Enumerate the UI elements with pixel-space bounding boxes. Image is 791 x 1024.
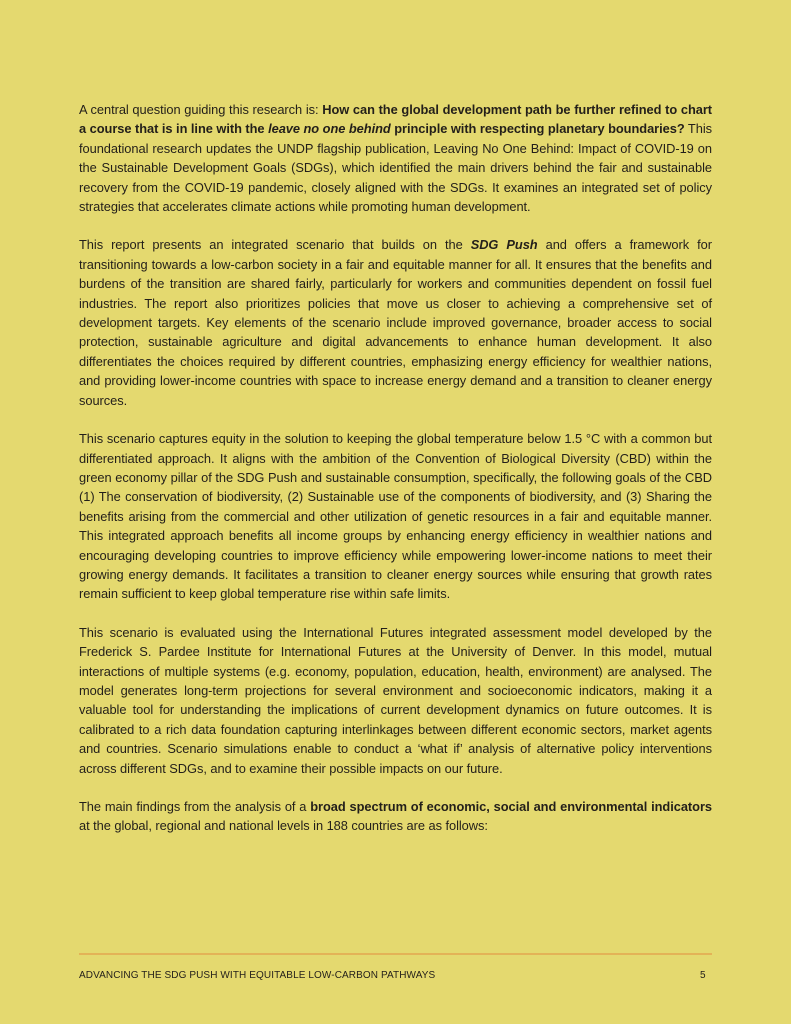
footer-title: ADVANCING THE SDG PUSH WITH EQUITABLE LOW-CARBON PATHWAYS <box>79 970 436 981</box>
paragraph-model <box>79 623 712 778</box>
paragraph-equity <box>79 429 712 604</box>
text-run: This scenario is evaluated using the International Futures integrated assessment model developed by the Frederick S. Pardee Institute for International Futures at the University of Denver. In this model, mutual interactions of multiple systems (e.g. economy, population, education, health, environment) are analysed. The model generates long-term projections for several environment and socioeconomic indicators, making it a valuable tool for understanding the implications of current development dynamics on future outcomes. It is calibrated to a rich data foundation capturing interlinkages between different economic sectors, market agents and countries. Scenario simulations enable to conduct a ‘what if’ analysis of alternative policy interventions across different SDGs, and to examine their possible impacts on our future. <box>79 624 712 776</box>
text-run: and offers a framework for transitioning towards a low-carbon society in a fair and equitable manner for all. It ensures that the benefits and burdens of the transition are shared fairly, particularly for workers and communities dependent on fossil fuel industries. The report also prioritizes policies that move us closer to achieving a comprehensive set of development targets. Key elements of the scenario include improved governance, broader access to social protection, sustainable agriculture and digital advancements to enhance human development. It also differentiates the choices required by different countries, emphasizing energy efficiency for wealthier nations, and providing lower-income countries with space to increase energy demand and a transition to cleaner energy sources. <box>79 237 712 408</box>
text-run: A central question guiding this research is: <box>79 102 323 117</box>
footer-divider <box>79 953 712 955</box>
text-run: The main findings from the analysis of a <box>79 799 311 814</box>
text-run: How can the global development path be further refined to chart a course that is in line with the <box>79 102 713 137</box>
text-run: This report presents an integrated scenario that builds on the <box>79 237 471 253</box>
page-number: 5 <box>700 970 706 981</box>
text-run: leave no one behind <box>268 121 391 137</box>
paragraph-main-findings <box>79 797 712 836</box>
page-body <box>79 100 712 855</box>
text-run: broad spectrum of economic, social and environmental indicators <box>310 799 712 814</box>
paragraph-research-question <box>79 100 712 216</box>
text-run: at the global, regional and national levels in 188 countries are as follows: <box>79 818 488 834</box>
text-run: SDG Push <box>470 237 538 253</box>
text-run: This scenario captures equity in the solution to keeping the global temperature below 1.5 °C with a common but differentiated approach. It aligns with the ambition of the Convention of Biological Diversity (CBD) within the green economy pillar of the SDG Push and sustainable consumption, specifically, the following goals of the CBD (1) The conservation of biodiversity, (2) Sustainable use of the components of biodiversity, and (3) Sharing the benefits arising from the commercial and other utilization of genetic resources in a fair and equitable manner. This integrated approach benefits all income groups by enhancing energy efficiency in wealthier nations and encouraging developing countries to improve efficiency while empowering lower-income nations to meet their growing energy demands. It facilitates a transition to cleaner energy sources while ensuring that growth rates remain sufficient to keep global temperature rise within safe limits. <box>79 431 712 602</box>
paragraph-integrated-scenario <box>79 235 712 410</box>
text-run: principle with respecting planetary boundaries? <box>390 121 685 137</box>
text-run: This foundational research updates the UNDP flagship publication, Leaving No One Behind: Impact of COVID-19 on the Sustainable Development Goals (SDGs), which identified the main drivers behind the fair and sustainable recovery from the COVID-19 pandemic, closely aligned with the SDGs. It examines an integrated set of policy strategies that accelerates climate actions while promoting human development. <box>79 121 712 215</box>
